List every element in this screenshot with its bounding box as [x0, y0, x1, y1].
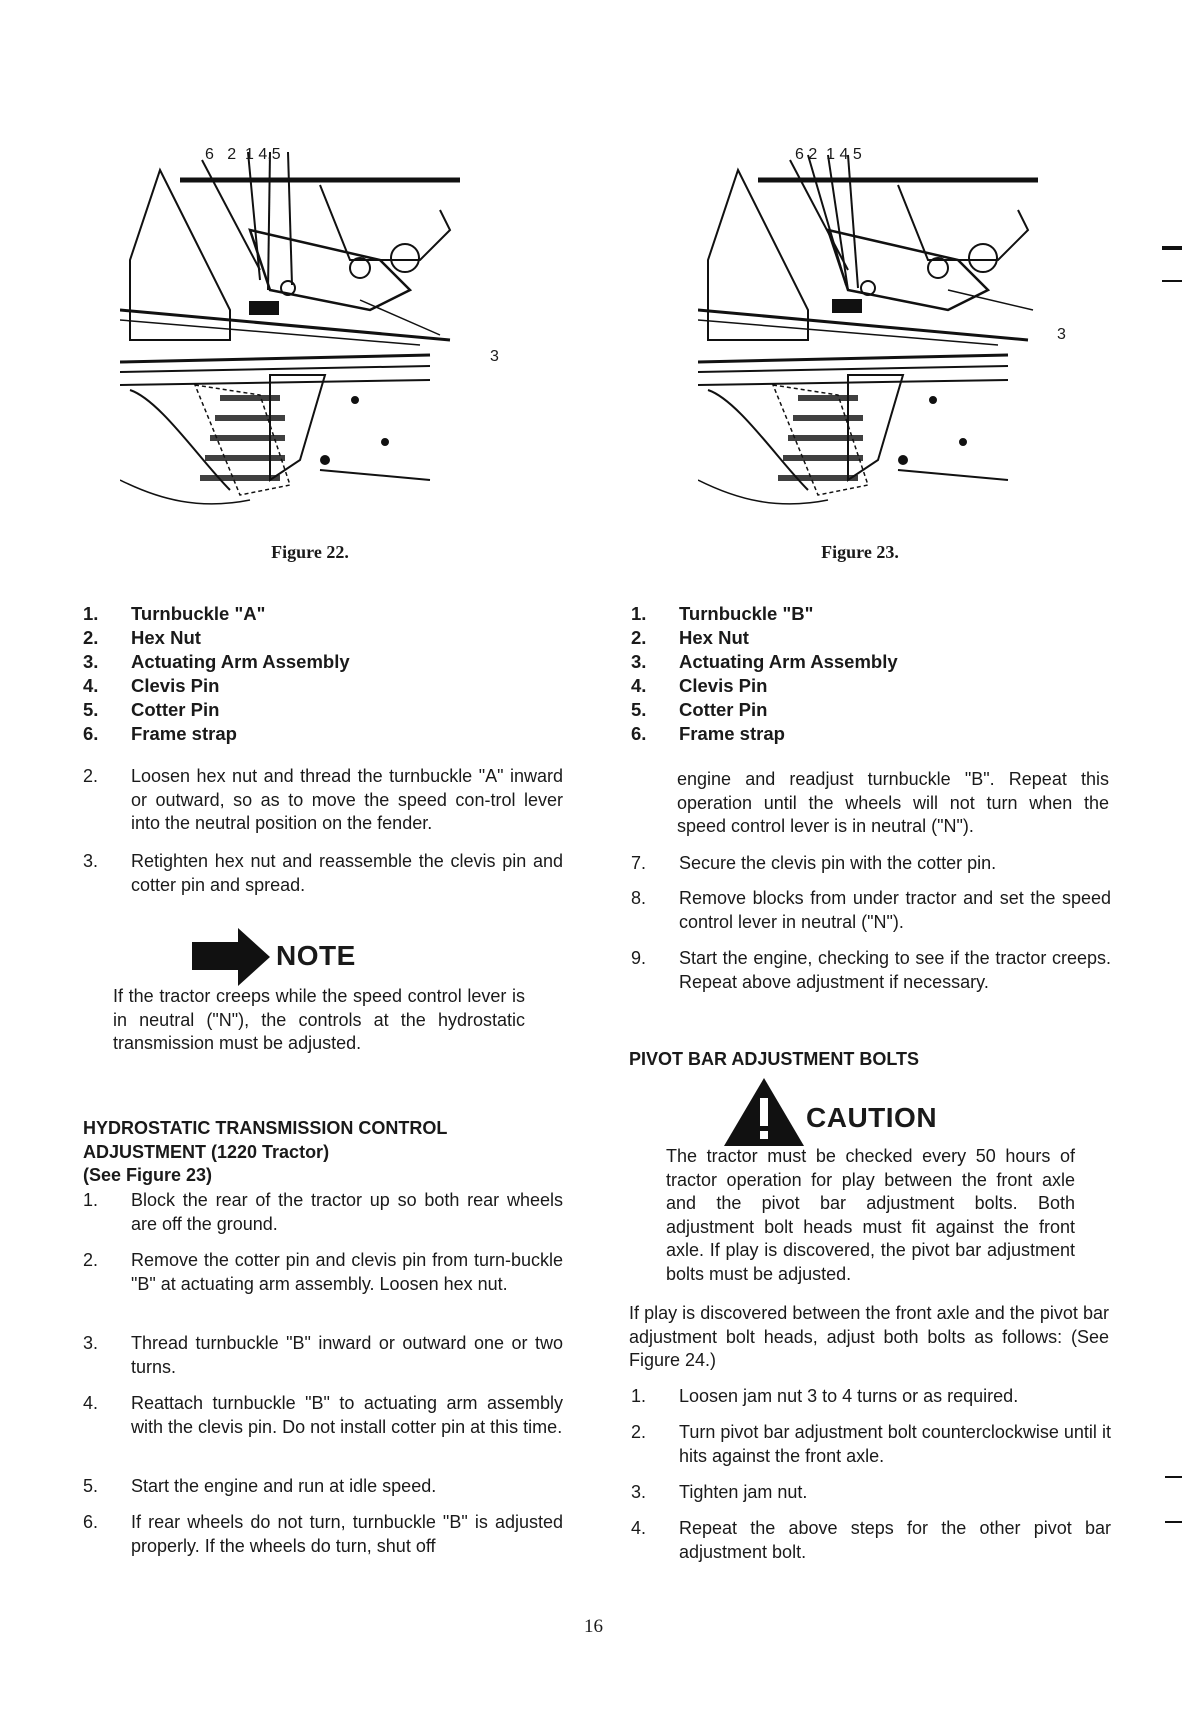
right-step-7: 7. Secure the clevis pin with the cotter pin. [631, 853, 997, 873]
right-step-8: 8. Remove blocks from under tractor and set the speed control lever in neutral ("N"). [631, 888, 1111, 932]
list-item: 1. Turnbuckle "A" [83, 603, 266, 624]
figure-23-callout-top: 6 2 1 4 5 [795, 146, 862, 163]
scan-edge-mark [1162, 246, 1182, 250]
hydro-heading-line3: (See Figure 23) [83, 1165, 213, 1185]
figure-23-illustration [698, 140, 1048, 540]
pivot-step-4: 4. Repeat the above steps for the other pivot bar adjustment bolt. [631, 1518, 1111, 1562]
list-item: 3. Actuating Arm Assembly [83, 651, 350, 672]
list-item: 4. Clevis Pin [631, 675, 768, 696]
hydro-step-2: 2. Remove the cotter pin and clevis pin from turn-buckle "B" at actuating arm assembly. Loosen hex nut. [83, 1250, 563, 1294]
caution-label: CAUTION [806, 1102, 938, 1133]
list-item: 1. Turnbuckle "B" [631, 603, 814, 624]
note-label: NOTE [276, 940, 356, 971]
hydro-step-5: 5. Start the engine and run at idle speed. [83, 1476, 437, 1496]
list-item: 6. Frame strap [83, 723, 237, 744]
list-item: 3. Actuating Arm Assembly [631, 651, 898, 672]
left-step-2: 2. Loosen hex nut and thread the turnbuckle "A" inward or outward, so as to move the speed con-trol lever into the neutral position on the fender. [83, 766, 563, 833]
right-step-9: 9. Start the engine, checking to see if the tractor creeps. Repeat above adjustment if necessary. [631, 948, 1111, 992]
figure-22-callout-right: 3 [490, 348, 499, 365]
pivot-heading: PIVOT BAR ADJUSTMENT BOLTS [629, 1049, 920, 1069]
caution-triangle-icon [724, 1078, 804, 1151]
hydro-heading [83, 1117, 533, 1188]
hydro-step-6: 6. If rear wheels do not turn, turnbuckle "B" is adjusted properly. If the wheels do turn, shut off [83, 1512, 563, 1556]
pivot-step-3: 3. Tighten jam nut. [631, 1482, 808, 1502]
caution-text: The tractor must be checked every 50 hours of tractor operation for play between the front axle and the pivot bar adjustment bolts. Both adjustment bolt heads must fit against the front axle. If play is discovered, the pivot bar adjustment bolts must be adjusted. [666, 1146, 1075, 1284]
list-item: 5. Cotter Pin [631, 699, 768, 720]
figure-23-caption: Figure 23. [821, 542, 899, 562]
note-text: If the tractor creeps while the speed control lever is in neutral ("N"), the controls at the hydrostatic transmission must be adjusted. [113, 986, 525, 1053]
scan-edge-mark [1165, 1476, 1182, 1478]
pivot-intro: If play is discovered between the front axle and the pivot bar adjustment bolt heads, adjust both bolts as follows: (See Figure 24.) [629, 1303, 1109, 1370]
parts-list-figure-22 [83, 602, 350, 746]
hydro-step-3: 3. Thread turnbuckle "B" inward or outward one or two turns. [83, 1333, 563, 1377]
figure-22-illustration [120, 140, 470, 540]
hydro-step-1: 1. Block the rear of the tractor up so both rear wheels are off the ground. [83, 1190, 563, 1234]
page-number: 16 [584, 1616, 603, 1637]
tractor-linkage-drawing-left [120, 140, 470, 540]
parts-list-figure-23 [631, 602, 898, 746]
hydro-step-4: 4. Reattach turnbuckle "B" to actuating arm assembly with the clevis pin. Do not install cotter pin at this time. [83, 1393, 563, 1437]
figure-23-callout-right: 3 [1057, 326, 1066, 343]
hydro-heading-line1: HYDROSTATIC TRANSMISSION CONTROL [83, 1118, 448, 1138]
hydro-heading-line2: ADJUSTMENT (1220 Tractor) [83, 1141, 330, 1162]
list-item: 6. Frame strap [631, 723, 785, 744]
right-continuation-text: engine and readjust turnbuckle "B". Repeat this operation until the wheels will not turn when the speed control lever is in neutral ("N"). [677, 769, 1109, 836]
list-item: 2. Hex Nut [631, 627, 749, 648]
left-step-3: 3. Retighten hex nut and reassemble the clevis pin and cotter pin and spread. [83, 851, 563, 895]
list-item: 4. Clevis Pin [83, 675, 220, 696]
pivot-step-2: 2. Turn pivot bar adjustment bolt counterclockwise until it hits against the front axle. [631, 1422, 1111, 1466]
scan-edge-mark [1162, 280, 1182, 282]
list-item: 5. Cotter Pin [83, 699, 220, 720]
tractor-linkage-drawing-right [698, 140, 1048, 540]
pivot-step-1: 1. Loosen jam nut 3 to 4 turns or as required. [631, 1386, 1019, 1406]
scan-edge-mark [1165, 1521, 1182, 1523]
figure-22-callout-top: 6 2 1 4,5 [205, 146, 281, 163]
figure-22-caption: Figure 22. [271, 542, 349, 562]
note-arrow-icon [192, 928, 272, 991]
list-item: 2. Hex Nut [83, 627, 201, 648]
